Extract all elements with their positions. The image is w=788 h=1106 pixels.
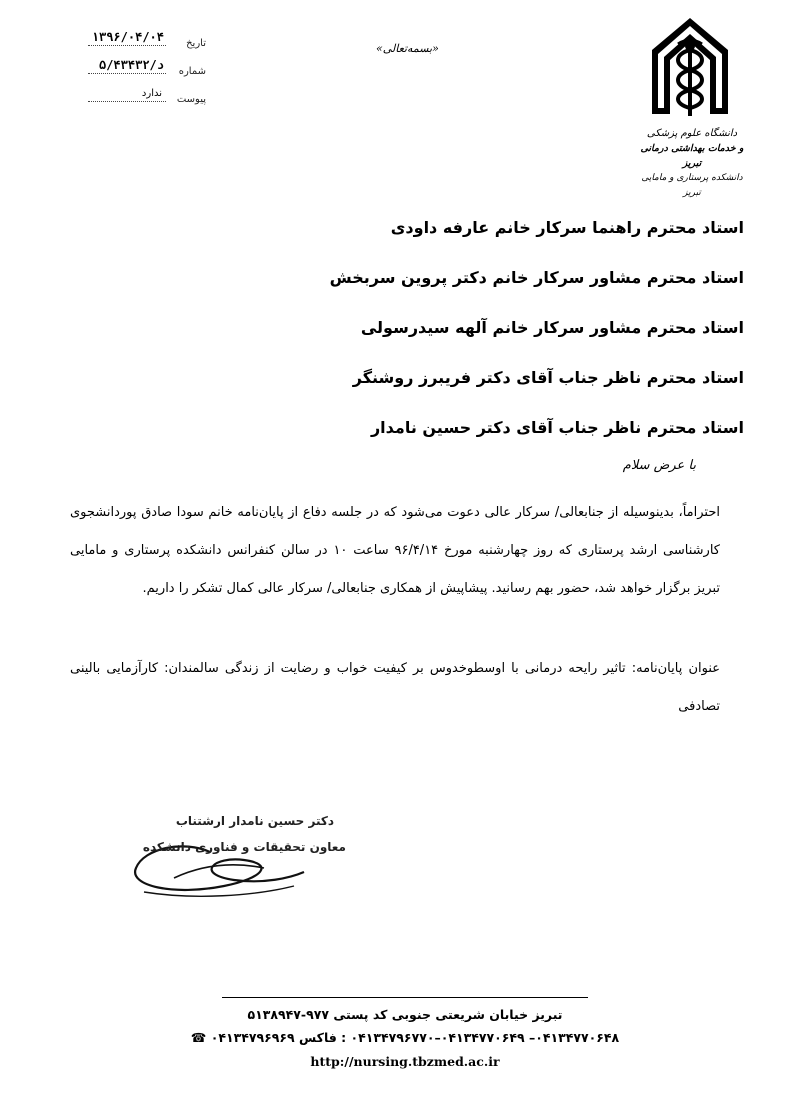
- attachment-label: پیوست: [176, 94, 206, 105]
- footer-divider: [222, 997, 588, 998]
- addressee-line: استاد محترم راهنما سرکار خانم عارفه داودی: [390, 218, 744, 237]
- body-paragraph: احتراماً، بدینوسیله از جنابعالی/ سرکار عالی دعوت می‌شود که در جلسه دفاع از پایان‌نامه خانم سودا صادق پوردانشجوی کارشناسی ارشد پرستاری که روز چهارشنبه مورخ ۹۶/۴/۱۴ ساعت ۱۰ در سالن کنفرانس دانشکده پرستاری و مامایی تبریز برگزار خواهد شد، حضور بهم رسانید. پیشاپیش از همکاری جنابعالی/ سرکار عالی کمال تشکر را داریم.: [70, 505, 720, 596]
- addressee-line: استاد محترم مشاور سرکار خانم دکتر پروین سربخش: [329, 268, 744, 287]
- logo-line-2: و خدمات بهداشتی درمانی تبریز: [640, 143, 744, 169]
- signatory-title: معاون تحقیقات و فناوری دانشکده: [142, 840, 346, 854]
- addressee-line: استاد محترم ناظر جناب آقای دکتر حسین نامدار: [370, 418, 744, 437]
- date-dotted-line: [88, 45, 166, 46]
- footer: [160, 1004, 650, 1074]
- signature-block: [110, 806, 370, 906]
- footer-address: تبریز خیابان شریعتی جنوبی کد پستی ۹۷۷-۵۱۳۸۹۴۷: [247, 1007, 563, 1022]
- logo-line-1: دانشگاه علوم پزشکی: [646, 128, 738, 139]
- date-row: [70, 28, 220, 56]
- university-caduceus-emblem-icon: [644, 14, 736, 118]
- signatory-name: دکتر حسین نامدار ارشتناب: [175, 814, 334, 828]
- date-label: تاریخ: [186, 38, 206, 49]
- university-logo: [636, 14, 748, 198]
- logo-caption: [636, 126, 748, 201]
- letter-body: [70, 494, 720, 608]
- number-row: [70, 56, 220, 84]
- addressee-line: استاد محترم ناظر جناب آقای دکتر فریبرز روشنگر: [352, 368, 744, 387]
- thesis-title: عنوان پایان‌نامه: تاثیر رایحه درمانی با اوسطوخدوس بر کیفیت خواب و رضایت از زندگی سالمندان: کارآزمایی بالینی تصادفی: [70, 661, 720, 714]
- footer-phones: ۰۴۱۳۴۷۷۰۶۴۸– ۰۴۱۳۴۷۷۰۶۴۹–۰۴۱۳۴۷۹۶۷۷۰ : فاکس ۰۴۱۳۴۷۹۶۹۶۹: [210, 1030, 620, 1045]
- addressee-line: استاد محترم مشاور سرکار خانم آلهه سیدرسولی: [360, 318, 744, 337]
- bismillah-heading: «بسمه‌تعالی»: [376, 42, 439, 55]
- attachment-value: ندارد: [141, 88, 162, 99]
- number-dotted-line: [88, 73, 166, 74]
- number-label: شماره: [178, 66, 206, 77]
- addressee-list: [324, 214, 744, 464]
- attachment-row: [70, 84, 220, 112]
- greeting: با عرض سلام: [622, 458, 696, 473]
- footer-website-link[interactable]: http://nursing.tbzmed.ac.ir: [310, 1054, 500, 1069]
- telephone-icon: ☎: [190, 1030, 207, 1045]
- date-value: ۱۳۹۶/۰۴/۰۴: [91, 30, 164, 44]
- letter-meta: [70, 28, 220, 112]
- footer-phones-row: [160, 1026, 650, 1050]
- number-value: ۵/د/۴۳۴۳۲: [98, 58, 164, 72]
- attachment-dotted-line: [88, 101, 166, 102]
- logo-line-3: دانشکده پرستاری و مامایی تبریز: [641, 173, 743, 198]
